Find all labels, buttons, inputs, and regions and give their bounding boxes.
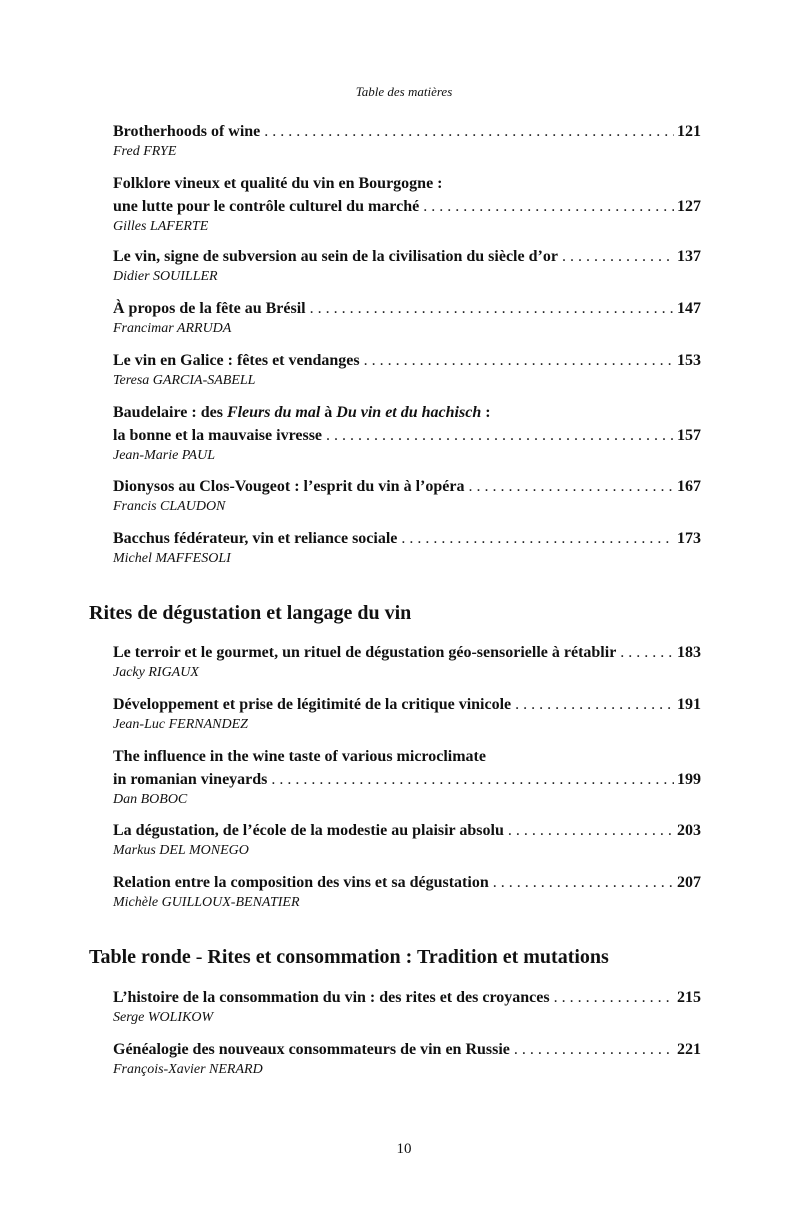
entry-page: 121 [677,123,701,140]
entry-title-line-1: Folklore vineux et qualité du vin en Bourgogne : [113,175,443,192]
toc-entry[interactable] [113,693,701,734]
dot-leader [401,527,674,550]
entry-author: Gilles LAFERTE [113,219,209,234]
entry-page: 153 [677,352,701,369]
entry-page: 167 [677,478,701,495]
dot-leader [264,120,674,143]
dot-leader [468,475,674,498]
entry-author: Serge WOLIKOW [113,1010,214,1025]
entry-page: 183 [677,644,701,661]
entry-author: François-Xavier NERARD [113,1062,263,1077]
entry-title: À propos de la fête au Brésil [113,300,306,317]
entry-title: in romanian vineyards [113,771,268,788]
entry-page: 127 [677,198,701,215]
dot-leader [562,245,674,268]
entry-title: Le vin, signe de subversion au sein de la civilisation du siècle d’or [113,248,558,265]
entry-author: Jean-Marie PAUL [113,448,215,463]
entry-page: 199 [677,771,701,788]
dot-leader [620,641,674,664]
toc-entry[interactable] [113,120,701,161]
running-head: Table des matières [355,84,453,99]
entry-author: Michèle GUILLOUX-BENATIER [113,895,300,910]
toc-entry[interactable] [113,819,701,860]
entry-title: Le vin en Galice : fêtes et vendanges [113,352,360,369]
entry-title: L’histoire de la consommation du vin : des rites et des croyances [113,989,550,1006]
work-title-italic: Du vin et du hachisch [336,404,482,421]
dot-leader [515,693,674,716]
toc-entry[interactable] [113,297,701,338]
entry-title: Relation entre la composition des vins et sa dégustation [113,874,489,891]
entry-author: Markus DEL MONEGO [113,843,249,858]
entry-title: La dégustation, de l’école de la modestie au plaisir absolu [113,822,504,839]
entry-author: Francis CLAUDON [113,499,226,514]
entry-page: 137 [677,248,701,265]
entry-title: Dionysos au Clos-Vougeot : l’esprit du vin à l’opéra [113,478,465,495]
toc-entry[interactable] [113,527,701,568]
entry-page: 173 [677,530,701,547]
toc-entry[interactable] [113,871,701,912]
entry-author: Didier SOUILLER [113,269,218,284]
entry-title: Généalogie des nouveaux consommateurs de vin en Russie [113,1041,510,1058]
entry-page: 215 [677,989,701,1006]
entry-page: 207 [677,874,701,891]
section-heading [89,946,609,969]
dot-leader [423,195,674,218]
section-heading: Rites de dégustation et langage du vin [89,602,412,624]
toc-entry[interactable] [113,401,701,465]
page-number: 10 [396,1141,412,1157]
entry-page: 191 [677,696,701,713]
entry-title-line-1 [113,401,491,424]
dot-leader [554,986,674,1009]
entry-author: Francimar ARRUDA [113,321,232,336]
dot-leader [310,297,674,320]
dot-leader [514,1038,674,1061]
toc-entry[interactable] [113,986,701,1027]
entry-title: Bacchus fédérateur, vin et reliance sociale [113,530,398,547]
entry-page: 147 [677,300,701,317]
toc-entry[interactable] [113,1038,701,1079]
entry-page: 203 [677,822,701,839]
dot-leader [508,819,674,842]
dot-leader [493,871,674,894]
entry-title: la bonne et la mauvaise ivresse [113,427,323,444]
entry-author: Michel MAFFESOLI [113,551,231,566]
entry-title: une lutte pour le contrôle culturel du marché [113,198,420,215]
toc-entry[interactable] [113,745,701,809]
entry-author: Jean-Luc FERNANDEZ [113,717,248,732]
entry-page: 221 [677,1041,701,1058]
section-heading-part: Rites et consommation : Tradition et mutations [207,946,609,968]
work-title-italic: Fleurs du mal [226,404,321,421]
entry-author: Dan BOBOC [113,792,188,807]
entry-page: 157 [677,427,701,444]
toc-entry[interactable] [113,245,701,286]
dot-leader [326,424,674,447]
entry-title: Le terroir et le gourmet, un rituel de dégustation géo-sensorielle à rétablir [113,644,617,661]
section-heading-dash: - [190,946,208,968]
entry-title: Brotherhoods of wine [113,123,261,140]
entry-author: Teresa GARCIA-SABELL [113,373,256,388]
dot-leader [271,768,674,791]
entry-author: Jacky RIGAUX [113,665,199,680]
title-text: Baudelaire : des [113,404,227,421]
toc-entry[interactable] [113,475,701,516]
entry-title: Développement et prise de légitimité de la critique vinicole [113,696,512,713]
title-text: : [481,404,491,421]
entry-title-line-1: The influence in the wine taste of various microclimate [113,748,486,765]
toc-entry[interactable] [113,349,701,390]
toc-entry[interactable] [113,641,701,682]
section-heading-part: Table ronde [89,946,191,968]
dot-leader [364,349,674,372]
title-text: à [320,404,337,421]
toc-entry[interactable] [113,172,701,236]
entry-author: Fred FRYE [113,144,177,159]
